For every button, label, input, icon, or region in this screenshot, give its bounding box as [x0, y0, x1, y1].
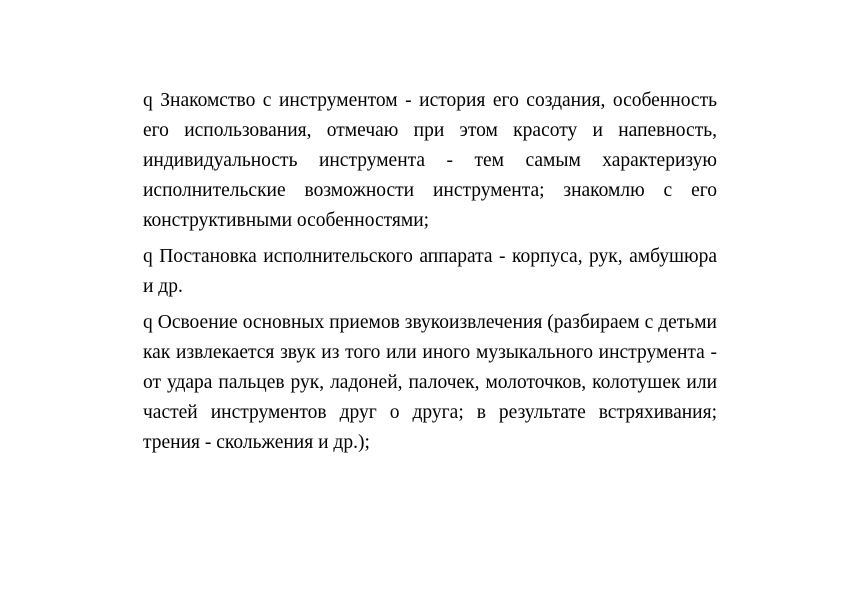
bullet-marker: q [143, 312, 153, 333]
document-body [143, 86, 717, 464]
paragraph-text: Постановка исполнительского аппарата - корпуса, рук, амбушюра и др. [143, 246, 717, 297]
bullet-paragraph-3 [143, 308, 717, 458]
bullet-paragraph-2 [143, 242, 717, 302]
bullet-marker: q [143, 246, 153, 267]
paragraph-text: Освоение основных приемов звукоизвлечения (разбираем с детьми как извлекается звук из того или иного музыкального инструмента - от удара пальцев рук, ладоней, палочек, молоточков, колотушек или частей инструментов друг о друга; в результате встряхивания; трения - скольжения и др.); [143, 312, 717, 453]
paragraph-text: Знакомство с инструментом - история его создания, особенность его использования, отмечаю при этом красоту и напевность, индивидуальность инструмента - тем самым характеризую исполнительские возможности инструмента; знакомлю с его конструктивными особенностями; [143, 90, 717, 231]
bullet-paragraph-1 [143, 86, 717, 236]
bullet-marker: q [143, 90, 153, 111]
